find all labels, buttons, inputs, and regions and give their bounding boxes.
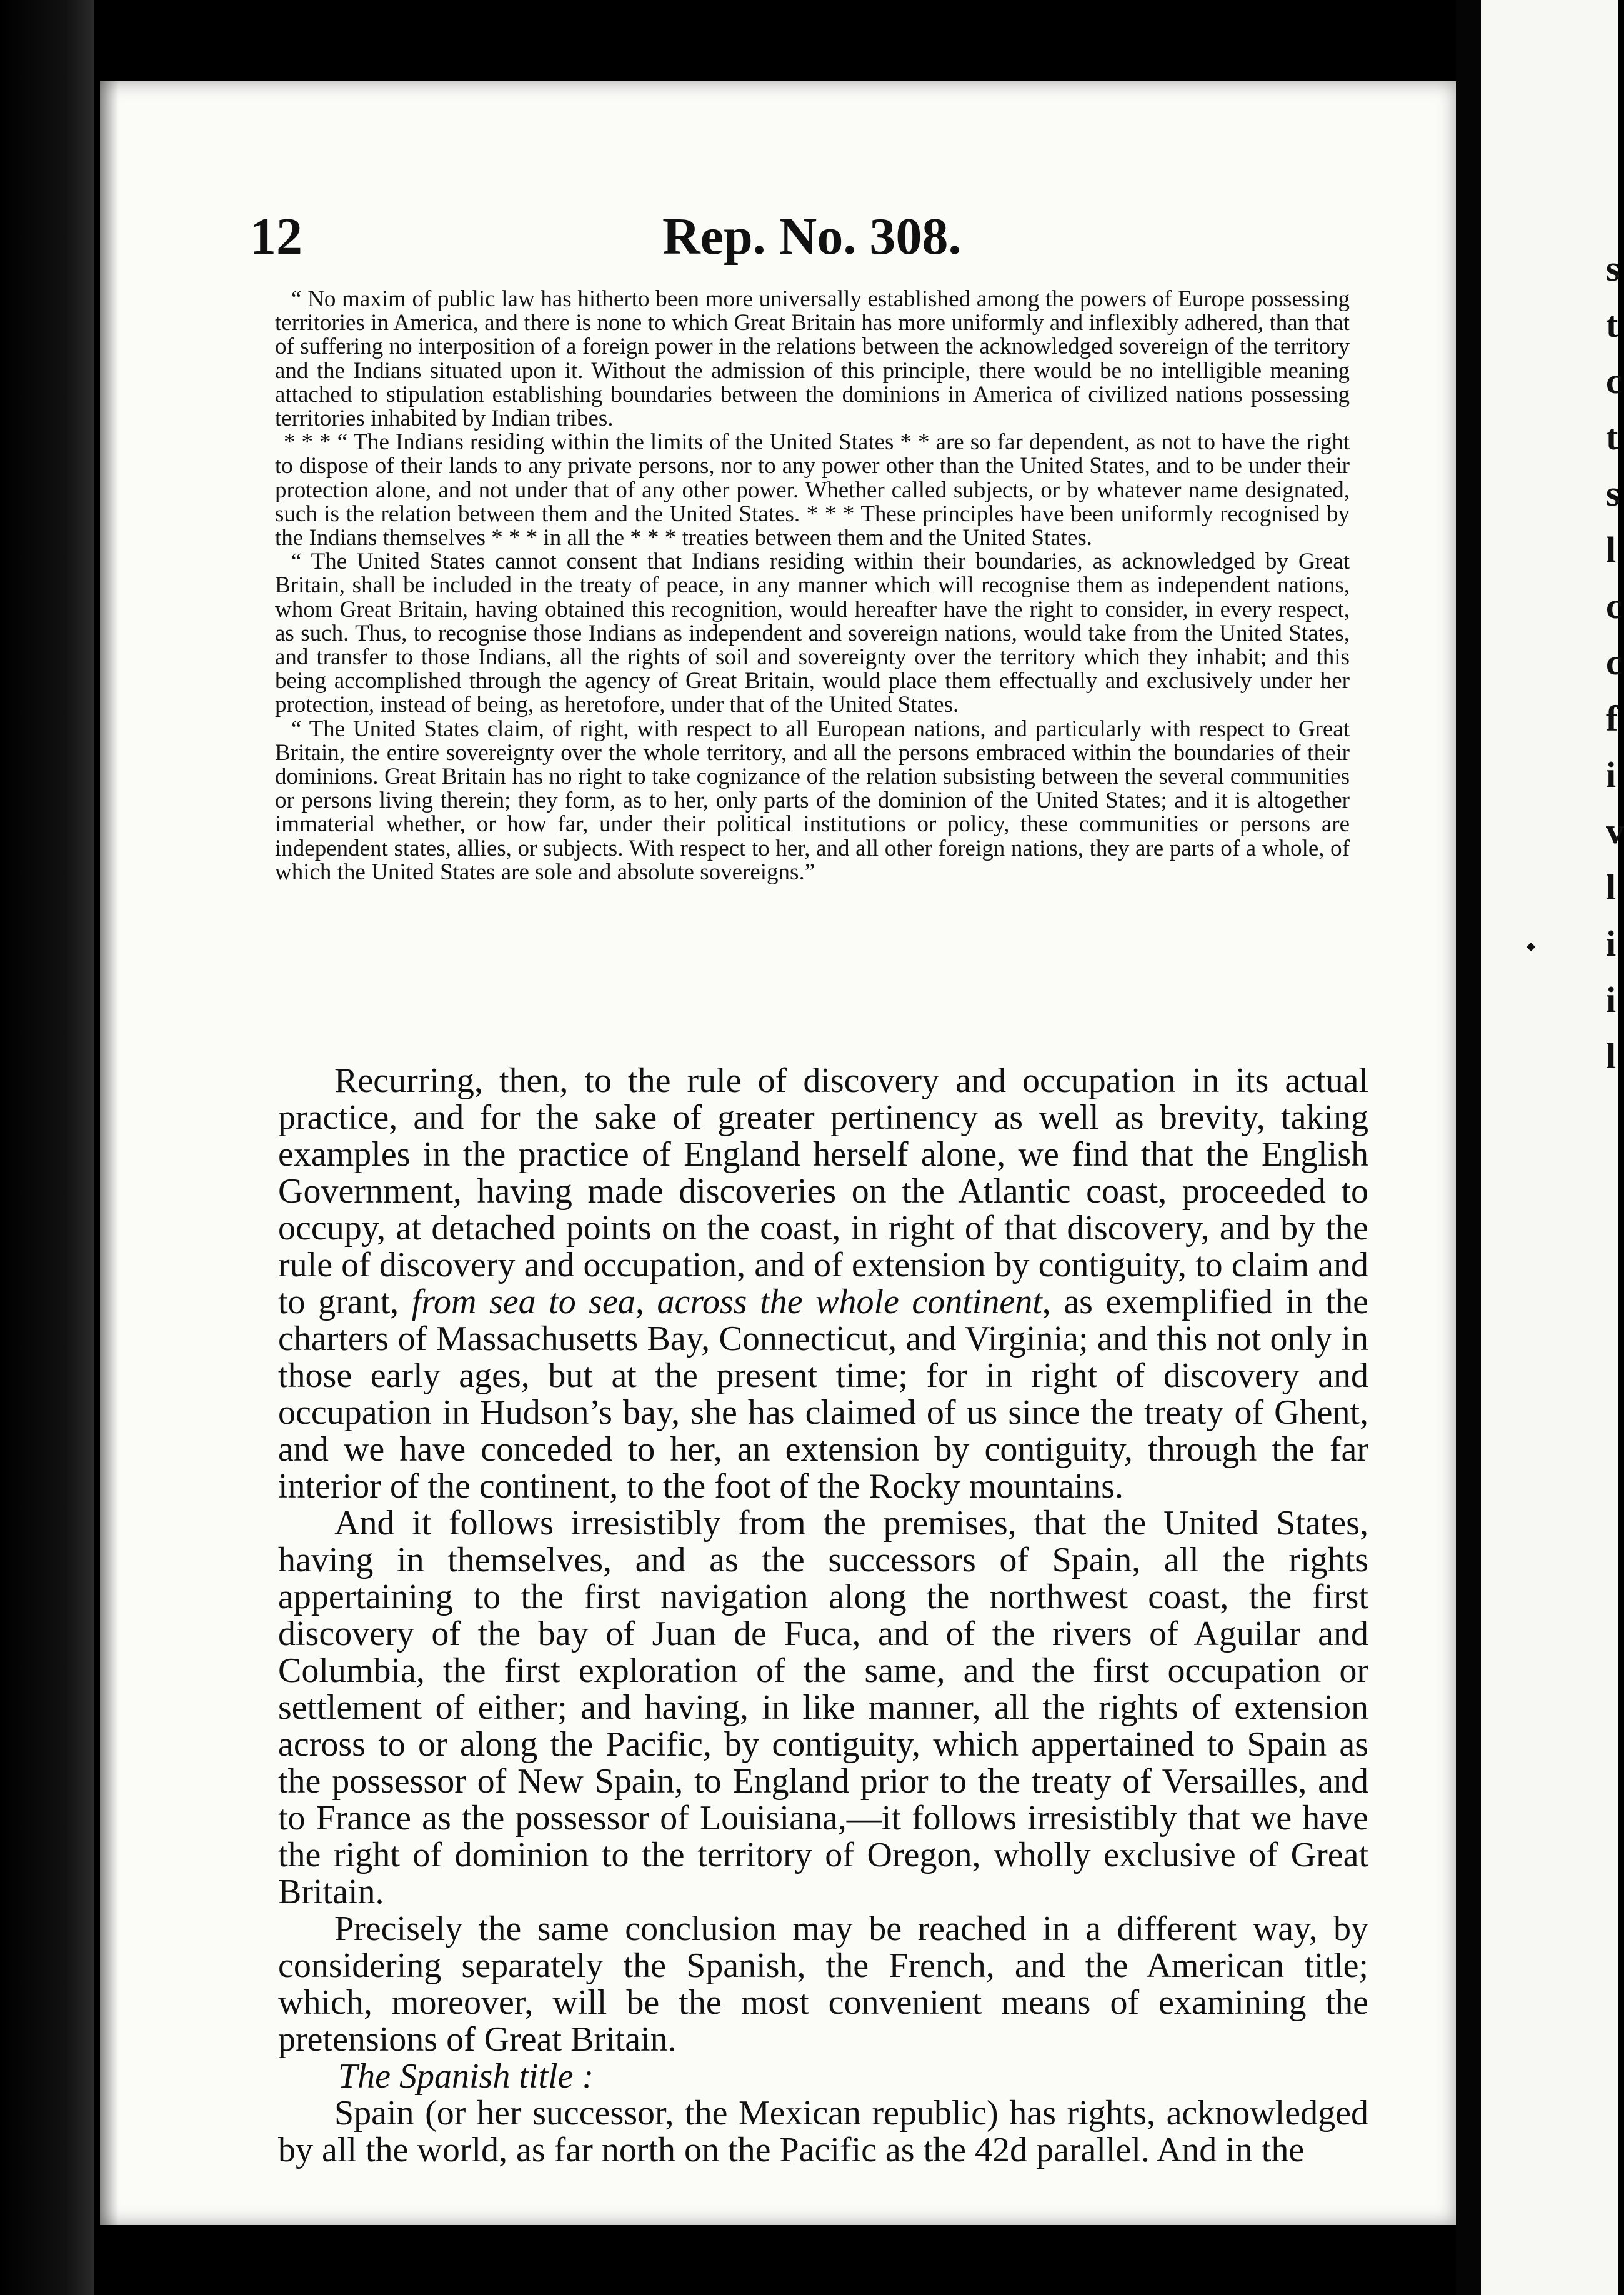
body-text	[278, 1062, 1368, 2169]
emphasized-phrase: from sea to sea, across the whole continent	[411, 1282, 1042, 1321]
body-paragraph: Precisely the same conclusion may be reached in a different way, by considering separately the Spanish, the French, and the American title; which, moreover, will be the most convenient means of examining the pretensions of Great Britain.	[278, 1909, 1368, 2059]
facing-page-letter: l	[1606, 1036, 1617, 1076]
body-paragraph: Spain (or her successor, the Mexican republic) has rights, acknowledged by all the world, as far north on the Pacific as the 42d parallel. And in the	[278, 2094, 1368, 2169]
quote-paragraph: “ The United States cannot consent that Indians residing within their boundaries, as acknowledged by Great Britain, shall be included in the treaty of peace, in any manner which will recognise them as independent nations, whom Great Britain, having obtained this recognition, would hereafter have the right to consider, in every respect, as such. Thus, to recognise those Indians as independent and sovereign nations, would take from the United States, and transfer to those Indians, all the rights of soil and sovereignty over the territory which they inhabit; and this being accomplished through the agency of Great Britain, would place them effectually and exclusively under her protection, instead of being, as heretofore, under that of the United States.	[275, 549, 1350, 718]
facing-page-letter: t	[1606, 304, 1618, 345]
facing-page-letter: l	[1606, 867, 1617, 908]
facing-page-letter: f	[1606, 698, 1618, 739]
facing-page-text	[1606, 248, 1624, 1076]
facing-page-letter: c	[1606, 586, 1622, 626]
facing-page-letter: i	[1606, 923, 1617, 964]
quoted-extract	[275, 288, 1350, 884]
facing-page-letter: t	[1606, 417, 1618, 458]
facing-page-letter: c	[1606, 642, 1622, 682]
page-number: 12	[250, 208, 302, 266]
body-paragraph: And it follows irresistibly from the premises, that the United States, having in themselves, and as the successors of Spain, all the rights appertaining to the first navigation along the northwest coast, the first discovery of the bay of Juan de Fuca, and of the rivers of Aguilar and Columbia, the first exploration of the same, and the first occupation or settlement of either; and having, in like manner, all the rights of extension across to or along the Pacific, by contiguity, which appertained to Spain as the possessor of New Spain, to England prior to the treaty of Versailles, and to France as the possessor of Louisiana,—it follows irresistibly that we have the right of dominion to the territory of Oregon, wholly exclusive of Great Britain.	[278, 1504, 1368, 1911]
facing-page-letter: i	[1606, 754, 1617, 795]
facing-page-letter: s	[1606, 248, 1620, 289]
quote-paragraph: “ No maxim of public law has hitherto been more universally established among the powers of Europe possessing territories in America, and there is none to which Great Britain has more uniformly and inflexibly adhered, than that of suffering no interposition of a foreign power in the relations between the acknowledged sovereign of the territory and the Indians situated upon it. Without the admission of this principle, there would be no intelligible meaning attached to stipulation establishing boundaries between the dominions in America of civilized nations possessing territories inhabited by Indian tribes.	[275, 286, 1350, 432]
quote-paragraph: “ The United States claim, of right, with respect to all European nations, and particularly with respect to Great Britain, the entire sovereignty over the whole territory, and all the persons embraced within the boundaries of their dominions. Great Britain has no right to take cognizance of the relation subsisting between the several communities or persons living therein; they form, as to her, only parts of the dominion of the United States; and it is altogether immaterial whether, or how far, under their political institutions or policy, these communities or persons are independent states, allies, or subjects. With respect to her, and all other foreign nations, they are parts of a whole, of which the United States are sole and absolute sovereigns.”	[275, 716, 1350, 885]
scan-gutter	[0, 0, 94, 2295]
facing-page-letter: c	[1606, 361, 1622, 401]
page-edge-shadow	[100, 81, 119, 2225]
section-heading: The Spanish title :	[338, 2057, 594, 2096]
report-title: Rep. No. 308.	[662, 208, 962, 266]
page-gap	[1456, 0, 1481, 2295]
running-head	[250, 206, 1425, 281]
facing-page	[1481, 0, 1624, 2295]
facing-page-letter: i	[1606, 979, 1617, 1020]
facing-page-letter: s	[1606, 473, 1620, 514]
quote-paragraph: * * * “ The Indians residing within the limits of the United States * * are so far dependent, as not to have the right to dispose of their lands to any private persons, nor to any power other than the United States, and to be under their protection alone, and not under that of any other power. Whether called subjects, or by whatever name designated, such is the relation between them and the United States. * * * These principles have been uniformly recognised by the Indians themselves * * * in all the * * * treaties between them and the United States.	[275, 429, 1350, 551]
body-text-run: Recurring, then, to the rule of discovery and occupation in its actual practice, and for the sake of greater pertinency as well as brevity, taking examples in the practice of England herself alone, we find that the English Government, having made discoveries on the Atlantic coast, proceeded to occupy, at detached points on the coast, in right of that discovery, and by the rule of discovery and occupation, and of extension by contiguity, to claim and to grant,	[278, 1061, 1368, 1321]
facing-page-letter: l	[1606, 529, 1617, 570]
body-paragraph	[278, 1062, 1368, 1505]
body-text-run: , as exemplified in the charters of Massachusetts Bay, Connecticut, and Virginia; and this not only in those early ages, but at the present time; for in right of discovery and occupation in Hudson’s bay, she has claimed of us since the treaty of Ghent, and we have conceded to her, an extension by contiguity, through the far interior of the continent, to the foot of the Rocky mountains.	[278, 1282, 1369, 1506]
facing-page-letter: v	[1606, 811, 1624, 851]
